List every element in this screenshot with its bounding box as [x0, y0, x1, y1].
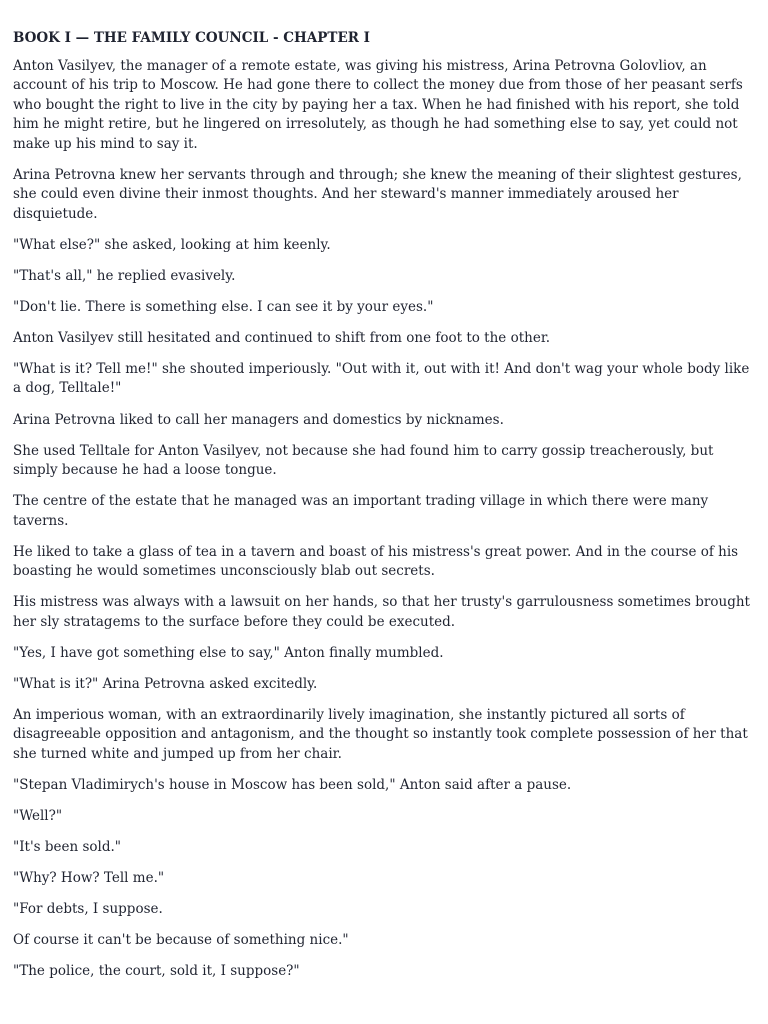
paragraph: "What else?" she asked, looking at him keenly. [13, 236, 331, 253]
paragraph: She used Telltale for Anton Vasilyev, not because she had found him to carry gossip treacherously, but simply because he had a loose tongue. [13, 442, 714, 478]
paragraph: The centre of the estate that he managed was an important trading village in which there were many taverns. [13, 493, 709, 529]
paragraph: "Why? How? Tell me." [13, 869, 165, 886]
paragraph: "The police, the court, sold it, I suppose?" [13, 963, 300, 980]
paragraph: "Yes, I have got something else to say," Anton finally mumbled. [13, 644, 444, 661]
paragraph: Anton Vasilyev, the manager of a remote estate, was giving his mistress, Arina Petrovna Golovliov, an account of his trip to Moscow. He had gone there to collect the money due from those of her peasant serfs who bought the right to live in the city by paying her a tax. When he had finished with his report, she told him he might retire, but he lingered on irresolutely, as though he had something else to say, yet could not make up his mind to say it. [13, 58, 743, 152]
paragraph: "Don't lie. There is something else. I can see it by your eyes." [13, 298, 434, 315]
paragraph: Of course it can't be because of something nice." [13, 932, 349, 949]
paragraph: Anton Vasilyev still hesitated and continued to shift from one foot to the other. [13, 329, 551, 346]
paragraph: He liked to take a glass of tea in a tavern and boast of his mistress's great power. And in the course of his boasting he would sometimes unconsciously blab out secrets. [13, 543, 739, 579]
chapter-title: BOOK I — THE FAMILY COUNCIL - CHAPTER I [13, 30, 370, 46]
paragraph: "Stepan Vladimirych's house in Moscow has been sold," Anton said after a pause. [13, 776, 572, 793]
paragraph: "What is it?" Arina Petrovna asked excitedly. [13, 675, 318, 692]
paragraph: An imperious woman, with an extraordinarily lively imagination, she instantly pictured all sorts of disagreeable opposition and antagonism, and the thought so instantly took complete possession of her that she turned white and jumped up from her chair. [13, 706, 748, 762]
paragraph: "It's been sold." [13, 838, 122, 855]
paragraph: His mistress was always with a lawsuit on her hands, so that her trusty's garrulousness sometimes brought her sly stratagems to the surface before they could be executed. [13, 594, 750, 630]
paragraph: "What is it? Tell me!" she shouted imperiously. "Out with it, out with it! And don't wag your whole body like a dog, Telltale!" [13, 361, 750, 397]
paragraph: "That's all," he replied evasively. [13, 267, 236, 284]
paragraph: Arina Petrovna knew her servants through and through; she knew the meaning of their slightest gestures, she could even divine their inmost thoughts. And her steward's manner immediately aroused her disquietude. [13, 166, 742, 222]
paragraph: "Well?" [13, 807, 63, 824]
paragraph: Arina Petrovna liked to call her managers and domestics by nicknames. [13, 411, 504, 428]
chapter-body [13, 57, 750, 982]
paragraph: "For debts, I suppose. [13, 901, 163, 918]
